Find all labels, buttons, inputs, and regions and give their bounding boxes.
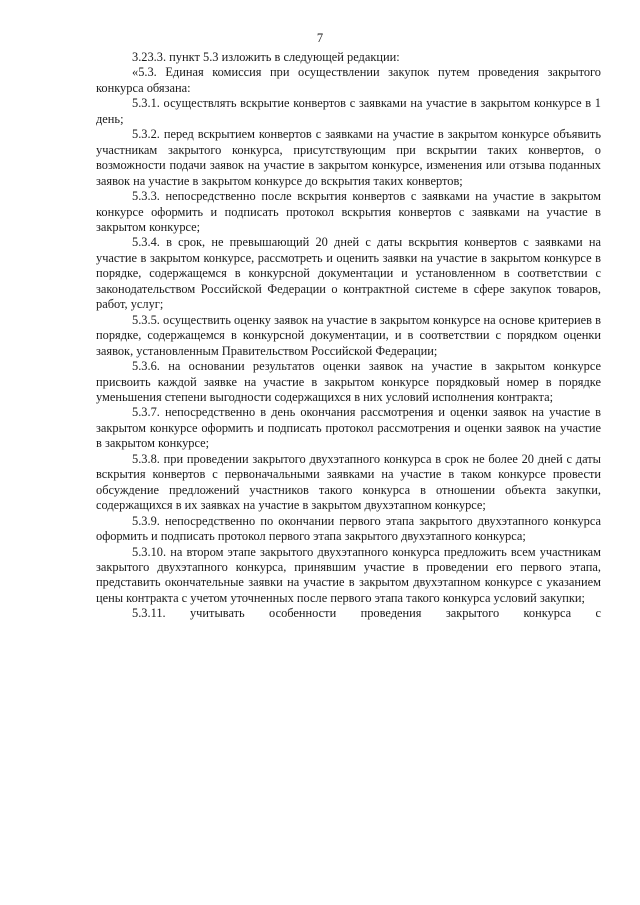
document-body <box>96 50 601 622</box>
paragraph-5-3-2: 5.3.2. перед вскрытием конвертов с заявками на участие в закрытом конкурсе объявить участникам закрытого конкурса, присутствующим при вскрытии таких конвертов, о возможности подачи заявок на участие в закрытом конкурсе, изменения или отзыва поданных заявок на участие в закрытом конкурсе до вскрытия таких конвертов; <box>96 127 601 188</box>
paragraph-5-3-9: 5.3.9. непосредственно по окончании первого этапа закрытого двухэтапного конкурса оформить и подписать протокол первого этапа закрытого двухэтапного конкурса; <box>96 513 601 544</box>
paragraph-5-3-5: 5.3.5. осуществить оценку заявок на участие в закрытом конкурсе на основе критериев в порядке, содержащемся в конкурсной документации, и в соответствии с порядком оценки заявок, установленным Правительством Российской Федерации; <box>96 312 601 358</box>
paragraph-5-3-6: 5.3.6. на основании результатов оценки заявок на участие в закрытом конкурсе присвоить каждой заявке на участие в закрытом конкурсе порядковый номер в порядке уменьшения степени выгодности содержащихся в них условий исполнения контракта; <box>96 359 601 404</box>
paragraph-5-3-1: 5.3.1. осуществлять вскрытие конвертов с заявками на участие в закрытом конкурсе в 1 день; <box>96 96 601 126</box>
paragraph-5-3-10: 5.3.10. на втором этапе закрытого двухэтапного конкурса предложить всем участникам закрытого двухэтапного конкурса, принявшим участие в проведении его первого этапа, представить окончательные заявки на участие в закрытом двухэтапном конкурсе с указанием цены контракта с учетом уточненных после первого этапа такого конкурса условий закупки; <box>96 544 601 605</box>
page-number: 7 <box>316 31 324 45</box>
paragraph-5-3-7: 5.3.7. непосредственно в день окончания рассмотрения и оценки заявок на участие в закрытом конкурсе оформить и подписать протокол рассмотрения и оценки заявок на участие в закрытом конкурсе; <box>96 405 601 451</box>
paragraph-3-23-3: 3.23.3. пункт 5.3 изложить в следующей редакции: <box>132 50 400 64</box>
paragraph-5-3-4: 5.3.4. в срок, не превышающий 20 дней с даты вскрытия конвертов с заявками на участие в закрытом конкурсе, рассмотреть и оценить заявки на участие в закрытом конкурсе в порядке, содержащемся в конкурсной документации и установленном в соответствии с законодательством Российской Федерации о контрактной системе в сфере закупок товаров, работ, услуг; <box>96 235 601 312</box>
paragraph-5-3: «5.3. Единая комиссия при осуществлении закупок путем проведения закрытого конкурса обязана: <box>96 65 601 95</box>
paragraph-5-3-3: 5.3.3. непосредственно после вскрытия конвертов с заявками на участие в закрытом конкурсе оформить и подписать протокол вскрытия конвертов с заявками на участие в закрытом конкурсе; <box>96 189 601 234</box>
paragraph-5-3-11: 5.3.11. учитывать особенности проведения закрытого конкурса с <box>132 606 601 621</box>
paragraph-5-3-8: 5.3.8. при проведении закрытого двухэтапного конкурса в срок не более 20 дней с даты вскрытия конвертов с первоначальными заявками на участие в таком конкурсе провести обсуждение предложений участников такого конкурса в отношении объекта закупки, содержащихся в их заявках на участие в закрытом двухэтапном конкурсе; <box>96 451 601 513</box>
